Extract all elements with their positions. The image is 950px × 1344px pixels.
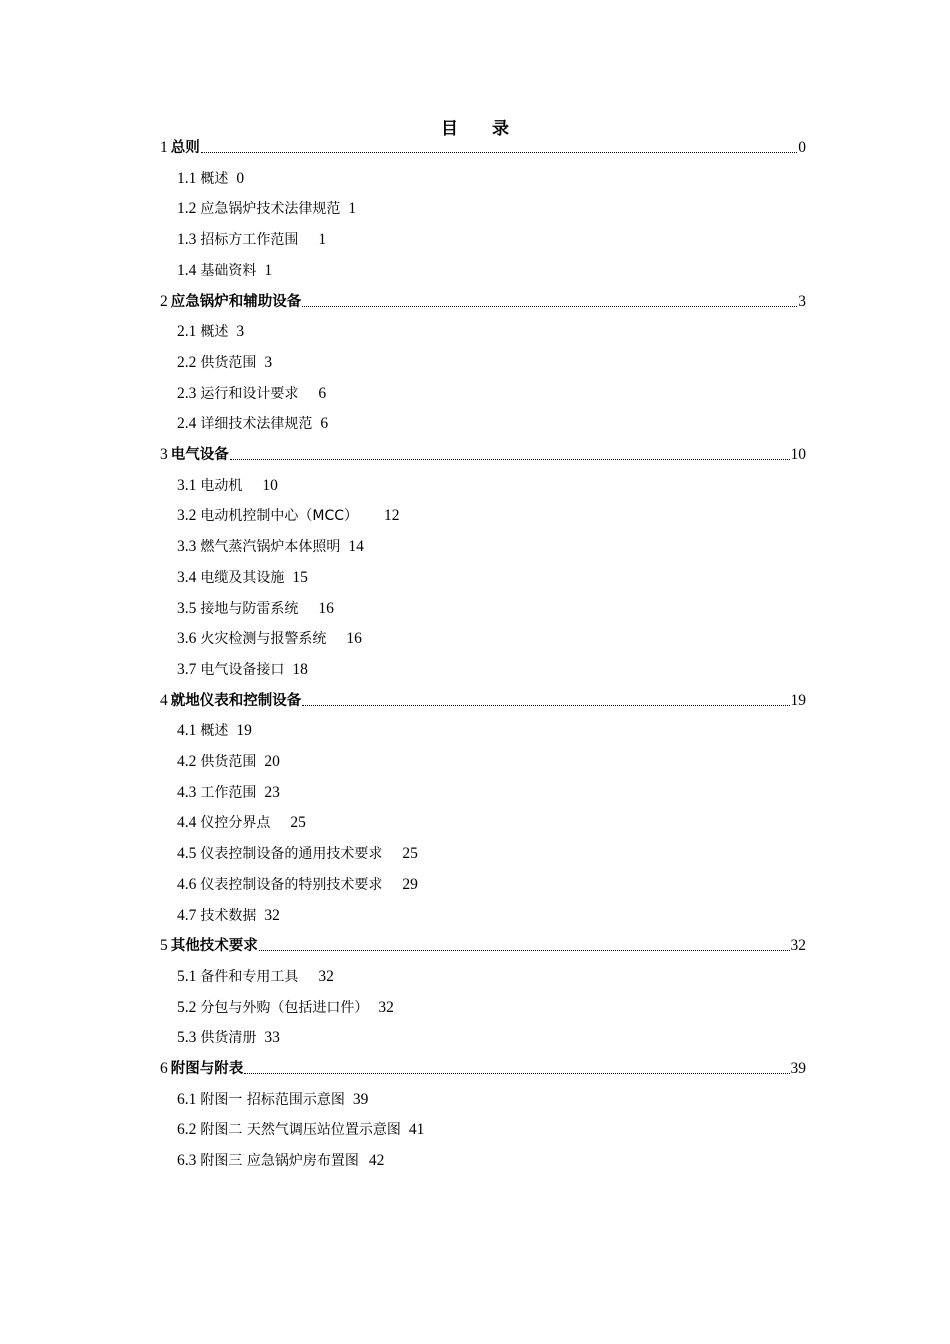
- toc-chapter-5[interactable]: [160, 931, 806, 961]
- section-number: 3.4: [177, 568, 197, 586]
- leader-dots: [302, 287, 797, 307]
- chapter-label: [160, 287, 301, 317]
- toc-section-1.3[interactable]: [177, 225, 326, 255]
- toc-chapter-2[interactable]: [160, 287, 806, 317]
- section-title: 附图三 应急锅炉房布置图: [200, 1153, 359, 1170]
- section-number: 4.1: [177, 722, 197, 740]
- toc-section-3.4[interactable]: [177, 563, 308, 593]
- section-page-number: 1: [318, 231, 327, 249]
- toc-section-3.2[interactable]: [177, 501, 400, 531]
- section-number: 1.1: [177, 169, 197, 187]
- chapter-number: 2: [160, 292, 168, 310]
- section-number: 5.1: [177, 967, 197, 985]
- section-number: 3.3: [177, 538, 197, 556]
- toc-chapter-1[interactable]: [160, 133, 806, 163]
- section-page-number: 19: [236, 722, 252, 740]
- section-page-number: 1: [264, 261, 273, 279]
- section-number: 3.6: [177, 630, 197, 648]
- section-number: 3.1: [177, 476, 197, 494]
- toc-section-3.7[interactable]: [177, 655, 308, 685]
- section-title: 附图一 招标范围示意图: [200, 1091, 345, 1108]
- leader-dots: [201, 133, 798, 153]
- section-title: 电缆及其设施: [200, 569, 285, 586]
- leader-dots: [302, 686, 789, 706]
- section-number: 6.2: [177, 1121, 197, 1139]
- section-page-number: 12: [384, 507, 400, 525]
- toc-chapter-6[interactable]: [160, 1054, 806, 1084]
- section-page-number: 32: [264, 906, 280, 924]
- section-title: 分包与外购（包括进口件）: [200, 999, 369, 1016]
- section-page-number: 25: [402, 845, 418, 863]
- toc-section-3.6[interactable]: [177, 624, 362, 654]
- chapter-label: [160, 440, 229, 470]
- section-title: 电气设备接口: [200, 661, 285, 678]
- toc-section-2.3[interactable]: [177, 379, 326, 409]
- section-title: 供货范围: [200, 754, 257, 770]
- section-title: 应急锅炉技术法律规范: [200, 201, 341, 218]
- section-number: 6.1: [177, 1090, 197, 1108]
- chapter-number: 4: [160, 691, 168, 709]
- section-title: 招标方工作范围: [200, 232, 299, 249]
- toc-section-4.3[interactable]: [177, 778, 280, 808]
- section-page-number: 3: [236, 323, 245, 341]
- toc-section-5.2[interactable]: [177, 993, 394, 1023]
- section-number: 4.7: [177, 906, 197, 924]
- section-title: 工作范围: [200, 784, 257, 801]
- chapter-number: 3: [160, 446, 168, 463]
- toc-section-1.4[interactable]: [177, 256, 272, 286]
- section-number: 4.2: [177, 753, 197, 770]
- chapter-number: 5: [160, 937, 168, 955]
- toc-section-5.1[interactable]: [177, 962, 334, 992]
- toc-section-1.2[interactable]: [177, 194, 356, 224]
- section-number: 4.6: [177, 875, 197, 893]
- section-page-number: 33: [264, 1029, 280, 1047]
- section-page-number: 39: [352, 1090, 369, 1108]
- section-page-number: 1: [348, 200, 357, 218]
- section-number: 3.7: [177, 660, 197, 678]
- section-title: 接地与防雷系统: [200, 600, 299, 617]
- section-title: 备件和专用工具: [200, 968, 299, 985]
- section-page-number: 41: [408, 1121, 425, 1139]
- chapter-label: [160, 133, 200, 163]
- toc-section-2.4[interactable]: [177, 409, 328, 439]
- section-title: 仪控分界点: [200, 815, 271, 832]
- section-title: 附图二 天然气调压站位置示意图: [200, 1122, 401, 1139]
- section-title: 概述: [200, 170, 229, 187]
- section-page-number: 29: [402, 875, 418, 893]
- chapter-title: 应急锅炉和辅助设备: [170, 293, 302, 310]
- section-page-number: 10: [262, 476, 278, 494]
- chapter-label: [160, 1054, 243, 1084]
- section-title: 基础资料: [200, 262, 257, 279]
- toc-section-3.3[interactable]: [177, 532, 364, 562]
- section-title: 仪表控制设备的通用技术要求: [200, 846, 383, 863]
- toc-section-4.4[interactable]: [177, 808, 306, 838]
- section-page-number: 16: [318, 599, 334, 617]
- chapter-label: [160, 686, 301, 716]
- section-number: 6.3: [177, 1152, 197, 1170]
- section-title: 技术数据: [200, 907, 257, 924]
- section-number: 5.2: [177, 998, 197, 1016]
- toc-section-4.6[interactable]: [177, 870, 418, 900]
- section-title: 供货清册: [200, 1030, 257, 1047]
- leader-dots: [244, 1054, 789, 1074]
- chapter-title: 总则: [170, 140, 200, 156]
- section-page-number: 6: [318, 384, 327, 402]
- section-number: 2.2: [177, 353, 197, 371]
- section-number: 3.5: [177, 599, 197, 617]
- section-number: 1.3: [177, 231, 197, 249]
- chapter-page-number: 32: [790, 937, 806, 955]
- section-page-number: 16: [346, 630, 362, 648]
- toc-section-4.1[interactable]: [177, 716, 252, 746]
- toc-section-4.5[interactable]: [177, 839, 418, 869]
- section-page-number: 6: [320, 415, 329, 433]
- toc-section-4.7[interactable]: [177, 901, 280, 931]
- chapter-page-number: 0: [798, 139, 806, 156]
- section-title: 燃气蒸汽锅炉本体照明: [200, 539, 341, 556]
- chapter-label: [160, 931, 258, 961]
- toc-title: 目 录: [441, 119, 523, 139]
- section-number: 2.3: [177, 384, 197, 402]
- section-number: 1.4: [177, 261, 197, 279]
- section-title: 概述: [200, 723, 229, 740]
- chapter-number: 1: [160, 139, 168, 156]
- section-number: 2.1: [177, 323, 197, 341]
- section-number: 4.5: [177, 845, 197, 863]
- section-page-number: 20: [264, 753, 280, 770]
- section-number: 1.2: [177, 200, 197, 218]
- chapter-title: 其他技术要求: [170, 938, 258, 955]
- chapter-page-number: 19: [790, 691, 806, 709]
- toc-section-6.1[interactable]: [177, 1085, 368, 1115]
- section-number: 4.4: [177, 814, 197, 832]
- section-number: 4.3: [177, 783, 197, 801]
- chapter-number: 6: [160, 1060, 168, 1077]
- chapter-page-number: 39: [790, 1060, 806, 1077]
- toc-chapter-4[interactable]: [160, 686, 806, 716]
- toc-section-3.5[interactable]: [177, 594, 334, 624]
- toc-section-2.2[interactable]: [177, 348, 272, 378]
- toc-section-1.1[interactable]: [177, 164, 244, 194]
- section-title: 仪表控制设备的特别技术要求: [200, 876, 383, 893]
- toc-section-5.3[interactable]: [177, 1023, 280, 1053]
- section-page-number: 25: [290, 814, 306, 832]
- section-page-number: 0: [236, 169, 245, 187]
- toc-section-6.3[interactable]: [177, 1146, 384, 1176]
- section-title: 电动机控制中心（MCC）: [200, 508, 359, 525]
- leader-dots: [230, 440, 790, 460]
- chapter-title: 附图与附表: [170, 1061, 244, 1077]
- section-page-number: 14: [348, 538, 364, 556]
- section-title: 火灾检测与报警系统: [200, 631, 327, 648]
- section-page-number: 15: [292, 568, 308, 586]
- section-title: 电动机: [200, 477, 243, 494]
- toc-section-4.2[interactable]: [177, 747, 280, 777]
- section-page-number: 32: [318, 967, 334, 985]
- leader-dots: [259, 931, 790, 951]
- section-title: 详细技术法律规范: [200, 416, 313, 433]
- toc-section-6.2[interactable]: [177, 1115, 424, 1145]
- section-page-number: 23: [264, 783, 280, 801]
- toc-section-2.1[interactable]: [177, 317, 244, 347]
- section-page-number: 18: [292, 660, 308, 678]
- section-number: 2.4: [177, 415, 197, 433]
- chapter-page-number: 3: [798, 292, 806, 310]
- section-page-number: 3: [264, 353, 273, 371]
- section-title: 供货范围: [200, 354, 257, 371]
- toc-section-3.1[interactable]: [177, 471, 278, 501]
- section-page-number: 42: [368, 1152, 385, 1170]
- chapter-title: 就地仪表和控制设备: [170, 692, 302, 709]
- chapter-title: 电气设备: [170, 447, 229, 463]
- section-number: 5.3: [177, 1029, 197, 1047]
- section-number: 3.2: [177, 507, 197, 525]
- section-page-number: 32: [378, 998, 394, 1016]
- toc-chapter-3[interactable]: [160, 440, 806, 470]
- chapter-page-number: 10: [790, 446, 806, 463]
- section-title: 运行和设计要求: [200, 385, 299, 402]
- section-title: 概述: [200, 324, 229, 341]
